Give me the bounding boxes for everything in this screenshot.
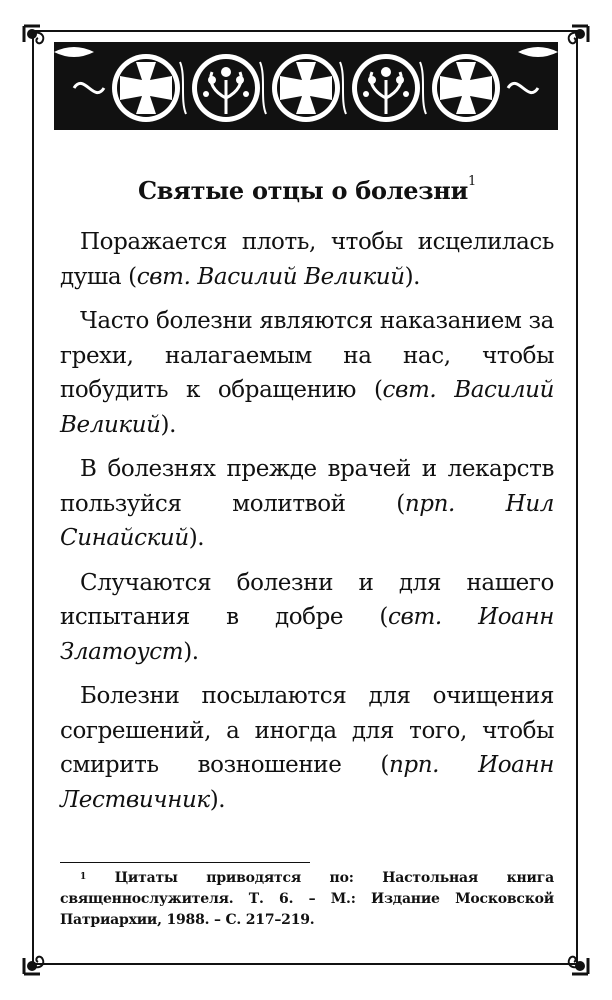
- quote-source: прп. Нил Синайский: [60, 490, 554, 551]
- page-content: [60, 176, 554, 827]
- quote-source: прп. Иоанн Лествичник: [60, 752, 554, 813]
- footnote-mark: 1: [80, 872, 87, 882]
- title-text: Святые отцы о болезни: [137, 176, 469, 205]
- quote-text: Случаются болезни и для нашего испытания в добре (: [60, 569, 554, 630]
- quote-tail: ).: [209, 786, 226, 813]
- page-title: [60, 176, 554, 205]
- quote-text: В болезнях прежде врачей и лекарств пользуйся молитвой (: [60, 456, 554, 517]
- quote-paragraph: [60, 452, 554, 556]
- quote-source: свт. Василий Великий: [60, 377, 554, 438]
- footnote: [60, 868, 554, 931]
- corner-flourish-icon: [552, 938, 592, 978]
- quote-paragraph: [60, 566, 554, 670]
- quote-paragraph: [60, 304, 554, 442]
- floral-medallion-icon: [192, 54, 260, 122]
- quote-source: свт. Василий Великий: [136, 263, 405, 290]
- ornamental-header-band: [54, 42, 558, 130]
- corner-flourish-icon: [20, 938, 60, 978]
- corner-flourish-icon: [552, 22, 592, 62]
- cross-medallion-icon: [112, 54, 180, 122]
- cross-medallion-icon: [272, 54, 340, 122]
- footnote-divider: [60, 862, 310, 863]
- quote-paragraph: [60, 225, 554, 294]
- cross-medallion-icon: [432, 54, 500, 122]
- floral-medallion-icon: [352, 54, 420, 122]
- footnote-reference: 1: [468, 174, 477, 189]
- quote-text: Часто болезни являются наказанием за грехи, налагаемым на нас, чтобы побудить к обращению (: [60, 308, 554, 403]
- quote-source: свт. Иоанн Златоуст: [60, 604, 554, 665]
- quote-text: Болезни посылаются для очищения согрешений, а иногда для того, чтобы смирить возношение (: [60, 683, 554, 778]
- quote-tail: ).: [188, 525, 205, 551]
- quote-paragraph: [60, 679, 554, 817]
- quote-tail: ).: [160, 411, 177, 438]
- quote-tail: ).: [404, 263, 421, 290]
- footnote-text: Цитаты приводятся по: Настольная книга священнослужителя. Т. 6. – М.: Издание Московской Патриархии, 1988. – С. 217–219.: [60, 870, 554, 928]
- quote-text: Поражается плоть, чтобы исцелилась душа (: [60, 229, 554, 290]
- quote-tail: ).: [183, 638, 199, 665]
